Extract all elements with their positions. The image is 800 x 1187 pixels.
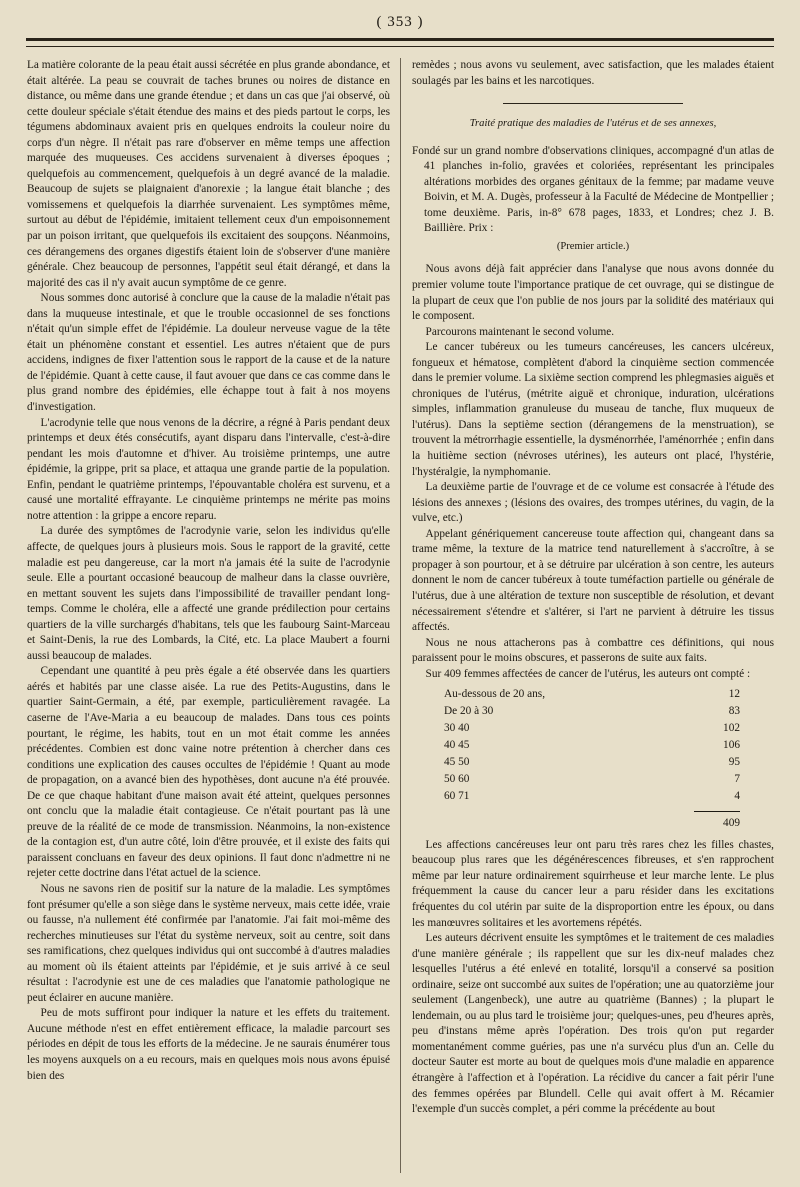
stats-row [444, 720, 740, 737]
stats-total: 409 [723, 817, 740, 830]
count: 106 [723, 739, 740, 752]
age-range: 60 71 [444, 790, 470, 803]
section-rule [503, 103, 683, 104]
stats-row [444, 737, 740, 754]
book-info [412, 144, 774, 237]
article-label: (Premier article.) [556, 240, 630, 252]
stats-row [444, 686, 740, 703]
right-column [412, 58, 774, 1118]
left-column [27, 58, 390, 1084]
stats-row [444, 754, 740, 771]
paragraph: L'acrodynie telle que nous venons de la décrire, a régné à Paris pendant deux printemps et deux étés consécutifs, ayant disparu dans l'intervalle, c'est-à-dire pendant les mois d'automne et d'hiver. Au troisième printemps, une autre épidémie, la grippe, prit sa place, et attaqua une grande partie de la population. Enfin, pendant le quatrième printemps, l'épouvantable choléra est survenu, et a causé une mortalité effrayante. Le cinquième printemps ne mérite pas moins notre attention : la grippe a encore reparu. [27, 416, 390, 522]
age-range: 45 50 [444, 756, 470, 769]
column-divider [400, 58, 401, 1173]
stats-row [444, 771, 740, 788]
paragraph: Peu de mots suffiront pour indiquer la nature et les effets du traitement. Aucune méthode n'est en effet entièrement efficace, la maladie parcourt ses périodes en dépit de tous les efforts de la médecine. Je ne saurais énumérer tous les moyens auxquels on a eu recours, mais en quelques mois nous avons épuisé bien des [27, 1007, 390, 1082]
paragraph: La matière colorante de la peau était aussi sécrétée en plus grande abondance, et était altérée. La peau se couvrait de taches brunes ou noires de distance en distance, ou même dans une grande étendue ; et dans un cas que j'ai observé, où cette douleur spéciale s'était étendue des mains et des pieds partout le corps, les tégumens abdominaux avaient pris en quelques endroits la couleur noire du corps d'un nègre. Il n'était pas rare d'observer en même temps une affection marquée des muqueuses. Ces accidens survenaient à diverses époques ; quelquefois au commencement, quelquefois à un degré avancé de la maladie. Beaucoup de sujets se plaignaient d'anorexie ; la langue était blanche ; des vomissemens et quelquefois la diarrhée survenaient. Les symptômes même, surtout au début de l'épidémie, imitaient tellement ceux d'un empoisonnement par un poison irritant, que quelquefois ils excitaient des soupçons. Néanmoins, ces dérangemens des organes digestifs étaient loin de s'observer d'une manière générale. Chez beaucoup de personnes, l'appétit seul était dérangé, et dans la majorité des cas il n'y avait aucun symptôme de ce genre. [27, 59, 390, 289]
paragraph: remèdes ; nous avons vu seulement, avec satisfaction, que les malades étaient soulagés par les bains et les narcotiques. [412, 59, 774, 87]
count: 83 [728, 705, 740, 718]
count: 102 [723, 722, 740, 735]
stats-row [444, 788, 740, 805]
paragraph: Les affections cancéreuses leur ont paru très rares chez les filles chastes, beaucoup plus rares que les dégénérescences fibreuses, et s'en rapprochent même par leur nature ordinairement squirrheuse et leur marche lente. Le plus fréquemment la cause du cancer leur a paru résider dans les excitations fréquentes du col utérin par suite de la disproportion entre les époux, ou dans les manœuvres solitaires et les avortemens répétés. [412, 838, 774, 929]
paragraph: La deuxième partie de l'ouvrage et de ce volume est consacrée à l'étude des lésions des annexes ; (lésions des ovaires, des trompes utérines, du vagin, de la vulve, etc.) [412, 481, 774, 525]
count: 7 [734, 773, 740, 786]
age-statistics-table [444, 686, 740, 832]
paragraph: Nous sommes donc autorisé à conclure que la cause de la maladie n'était pas dans la muqueuse intestinale, et que le trouble occasionnel de ses fonctions n'était qu'un simple effet de l'épidémie. La douleur nerveuse vague de la tête était un phénomène constant et essentiel. Les autres n'étaient que de purs accidens, indignes de fixer l'attention sous le rapport de la cause et de la nature de l'épidémie. Quant à cette cause, il faut avouer que dans ce cas comme dans le plus grand nombre des épidémies, elle échappe tout à fait à nos moyens d'investigation. [27, 292, 390, 414]
paragraph: Sur 409 femmes affectées de cancer de l'utérus, les auteurs ont compté : [425, 667, 751, 680]
paragraph: Nous ne savons rien de positif sur la nature de la maladie. Les symptômes font présumer qu'elle a son siège dans le système nerveux, mais cette idée, vraie ou fausse, n'a nullement été confirmée par l'anatomie. J'ai fait moi-même des recherches minutieuses sur l'état du système nerveux, soit au centre, soit dans ses ramifications, chez quelques individus qui ont succombé à d'autres maladies au moment où ils étaient atteints par l'épidémie, et je suis arrivé à ce seul résultat : l'acrodynie est une de ces maladies que l'anatomie pathologique ne peut éclairer en aucune manière. [27, 882, 390, 1004]
book-details: Fondé sur un grand nombre d'observations cliniques, accompagné d'un atlas de 41 planches in-folio, gravées et coloriées, représentant les principales altérations morbides des organes génitaux de la femme; par madame veuve Boivin, et M. A. Dugès, professeur à la Faculté de Médecine de Montpellier ; tome deuxième. Paris, in-8° 678 pages, 1833, et Londres; chez J. B. Baillière. Prix : [412, 144, 774, 235]
count: 4 [734, 790, 740, 803]
sum-rule [694, 811, 740, 812]
age-range: 30 40 [444, 722, 470, 735]
paragraph: Nous ne nous attacherons pas à combattre ces définitions, qui nous paraissent pour le moins obscures, et passerons de suite aux faits. [412, 636, 774, 665]
paragraph: Les auteurs décrivent ensuite les symptômes et le traitement de ces maladies d'une manière générale ; ils rappellent que sur les dix-neuf malades chez lesquelles l'utérus a été enlevé en totalité, lorsqu'il a conservé sa position ordinaire, seize ont succombé aux suites de l'opération; une au quatorzième jour seulement (Langenbeck), une autre au quatrième (Bannes) ; la plupart le lendemain, ou au plus tard le troisième jour; quelques-unes, peu d'heures après, peu d'instans même après l'opération. Des trois qu'on put regarder momentanément comme guéries, pas une n'a survécu plus d'un an. Celle du docteur Sauter est morte au bout de quelques mois d'une maladie en apparence étrangère à l'affection et à l'opération. La récidive du cancer a fait périr l'une des femmes opérées par Blundell. Celle qui avait offert à M. Récamier l'exemple d'un succès complet, a péri comme la précédente au bout [412, 932, 774, 1116]
paragraph: Parcourons maintenant le second volume. [425, 325, 615, 338]
paragraph: Nous avons déjà fait apprécier dans l'analyse que nous avons donnée du premier volume toute l'importance pratique de cet ouvrage, qui se distingue de la plupart de ceux que l'on publie de nos jours par la solidité des matériaux qui le composent. [412, 263, 774, 323]
book-title: Traité pratique des maladies de l'utérus et de ses annexes, [469, 118, 717, 130]
paragraph: Cependant une quantité à peu près égale a été observée dans les quartiers aérés et habités par une classe aisée. La rue des Petits-Augustins, dans le quartier Saint-Germain, a été, par exemple, particulièrement ravagée. La caserne de l'Ave-Maria a eu beaucoup de malades. Dans tous ces points pourtant, le régime, les habits, tout en un mot était comme les années précédentes. Combien est donc vaine notre prétention à chercher dans ces conditions une explication des causes occultes de l'épidémie ! Quant au mode de propagation, on a avancé bien des hypothèses, dont aucune n'a été prouvée. De ce que chaque habitant d'une maison avait été atteint, quelques personnes ont conclu que la maladie était contagieuse. Ce n'était pourtant pas là une preuve de la réalité de ce mode de transmission. Néanmoins, la non-existence de la contagion est, d'un autre côté, loin d'être prouvée, et il existe des faits qui paraissent concluans en faveur des deux opinions. Il faut donc n'admettre ni ne rejeter cette doctrine dans l'état actuel de la science. [27, 665, 390, 880]
age-range: De 20 à 30 [444, 705, 494, 718]
page-number: ( 353 ) [376, 14, 424, 30]
count: 95 [728, 756, 740, 769]
paragraph: Appelant génériquement cancereuse toute affection qui, changeant dans sa trame même, la texture de la matrice tend naturellement à s'accroître, à se propager à son pourtour, et à se détruire par ulcération à son centre, les auteurs donnent le nom de cancer tubéreux à toute tuméfaction partielle ou générale de l'utérus, due à une altération de texture non susceptible de résolution, et devant nécessairement s'étendre et s'altérer, si l'art ne parvient à détruire les tissus affectés. [412, 527, 774, 634]
age-range: Au-dessous de 20 ans, [444, 688, 546, 701]
header-rule [26, 38, 774, 47]
paragraph: Le cancer tubéreux ou les tumeurs cancéreuses, les cancers ulcéreux, fongueux et hématose, complètent d'abord la cinquième section commencée dans le premier volume. La sixième section comprend les phlegmasies aiguës et chroniques de l'utérus, (métrite aiguë et chronique, induration, ulcérations simples, inflammation granuleuse du museau de tanche, flux muqueux de l'utérus). Dans la septième section (dérangemens de la menstruation), se trouvent la métrorrhagie essentielle, la dysménorrhée, l'aménorrhée ; enfin dans la huitième section (névroses utérines), les auteurs ont placé, l'hystérie, l'hystéralgie, la nymphomanie. [412, 341, 774, 478]
age-range: 50 60 [444, 773, 470, 786]
paragraph: La durée des symptômes de l'acrodynie varie, selon les individus qu'elle affecte, de quelques jours à plusieurs mois. Sous le rapport de la gravité, cette maladie est peu dangereuse, car la mort n'a jamais été la suite de l'acrodynie seule. Elle a pourtant occasioné beaucoup de malheur dans la classe ouvrière, en mettant souvent les sujets dans l'impossibilité de travailler pendant long-temps. Comme le choléra, elle a affecté une grande prédilection pour certains quartiers de la ville surchargés d'habitans, tels que les faubourg Saint-Marceau et Saint-Denis, la rue des Lombards, la Cité, etc. La place Maubert a fourni aussi beaucoup de malades. [27, 525, 390, 662]
stats-row [444, 703, 740, 720]
count: 12 [728, 688, 740, 701]
age-range: 40 45 [444, 739, 470, 752]
